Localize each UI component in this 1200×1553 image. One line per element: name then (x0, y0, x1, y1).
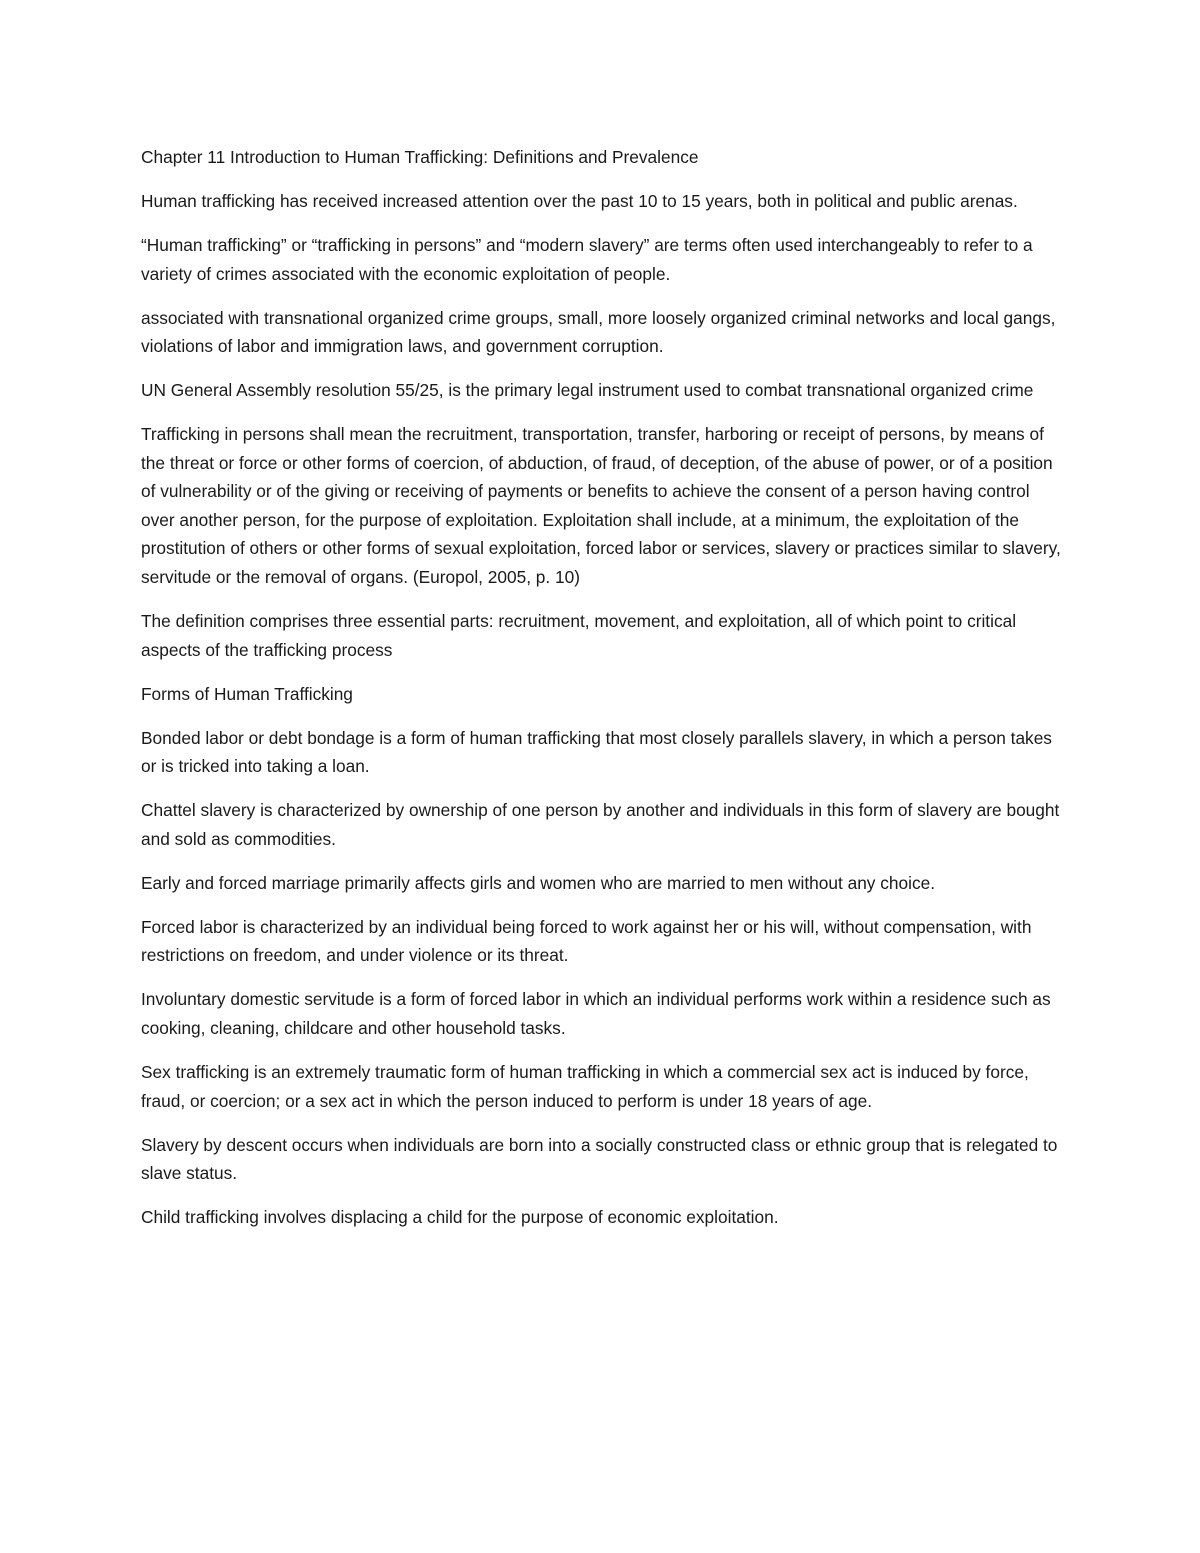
document-body (141, 143, 1066, 1247)
paragraph-bonded-labor: Bonded labor or debt bondage is a form of human trafficking that most closely parallels slavery, in which a person takes or is tricked into taking a loan. (141, 727, 1052, 777)
paragraph-un-resolution: UN General Assembly resolution 55/25, is the primary legal instrument used to combat transnational organized crime (141, 380, 1034, 401)
section-heading-forms: Forms of Human Trafficking (141, 683, 353, 704)
paragraph-domestic-servitude: Involuntary domestic servitude is a form of forced labor in which an individual performs work within a residence such as cooking, cleaning, childcare and other household tasks. (141, 989, 1051, 1038)
paragraph-sex-trafficking: Sex trafficking is an extremely traumatic form of human trafficking in which a commercial sex act is induced by force, fraud, or coercion; or a sex act in which the person induced to perform is under 18 years of age. (141, 1061, 1029, 1111)
paragraph-definition: Trafficking in persons shall mean the recruitment, transportation, transfer, harboring or receipt of persons, by means of the threat or force or other forms of coercion, of abduction, of fraud, of deception, of the abuse of power, or of a position of vulnerability or of the giving or receiving of payments or benefits to achieve the consent of a person having control over another person, for the purpose of exploitation. Exploitation shall include, at a minimum, the exploitation of the prostitution of others or other forms of sexual exploitation, forced labor or services, slavery or practices similar to slavery, servitude or the removal of organs. (Europol, 2005, p. 10) (141, 424, 1061, 588)
paragraph-forced-marriage: Early and forced marriage primarily affects girls and women who are married to men without any choice. (141, 872, 936, 893)
paragraph-child-trafficking: Child trafficking involves displacing a child for the purpose of economic exploitation. (141, 1207, 779, 1228)
paragraph-slavery-by-descent: Slavery by descent occurs when individuals are born into a socially constructed class or ethnic group that is relegated to slave status. (141, 1134, 1058, 1184)
document-title: Chapter 11 Introduction to Human Trafficking: Definitions and Prevalence (141, 147, 699, 167)
paragraph-forced-labor: Forced labor is characterized by an individual being forced to work against her or his will, without compensation, with restrictions on freedom, and under violence or its threat. (141, 916, 1032, 966)
paragraph-terms: “Human trafficking” or “trafficking in persons” and “modern slavery” are terms often used interchangeably to refer to a variety of crimes associated with the economic exploitation of people. (141, 234, 1033, 284)
paragraph-three-parts: The definition comprises three essential parts: recruitment, movement, and exploitation, all of which point to critical aspects of the trafficking process (141, 611, 1017, 660)
paragraph-associated: associated with transnational organized crime groups, small, more loosely organized criminal networks and local gangs, violations of labor and immigration laws, and government corruption. (141, 307, 1056, 357)
paragraph-attention: Human trafficking has received increased attention over the past 10 to 15 years, both in political and public arenas. (141, 190, 1018, 211)
paragraph-chattel-slavery: Chattel slavery is characterized by ownership of one person by another and individuals in this form of slavery are bought and sold as commodities. (141, 800, 1060, 849)
